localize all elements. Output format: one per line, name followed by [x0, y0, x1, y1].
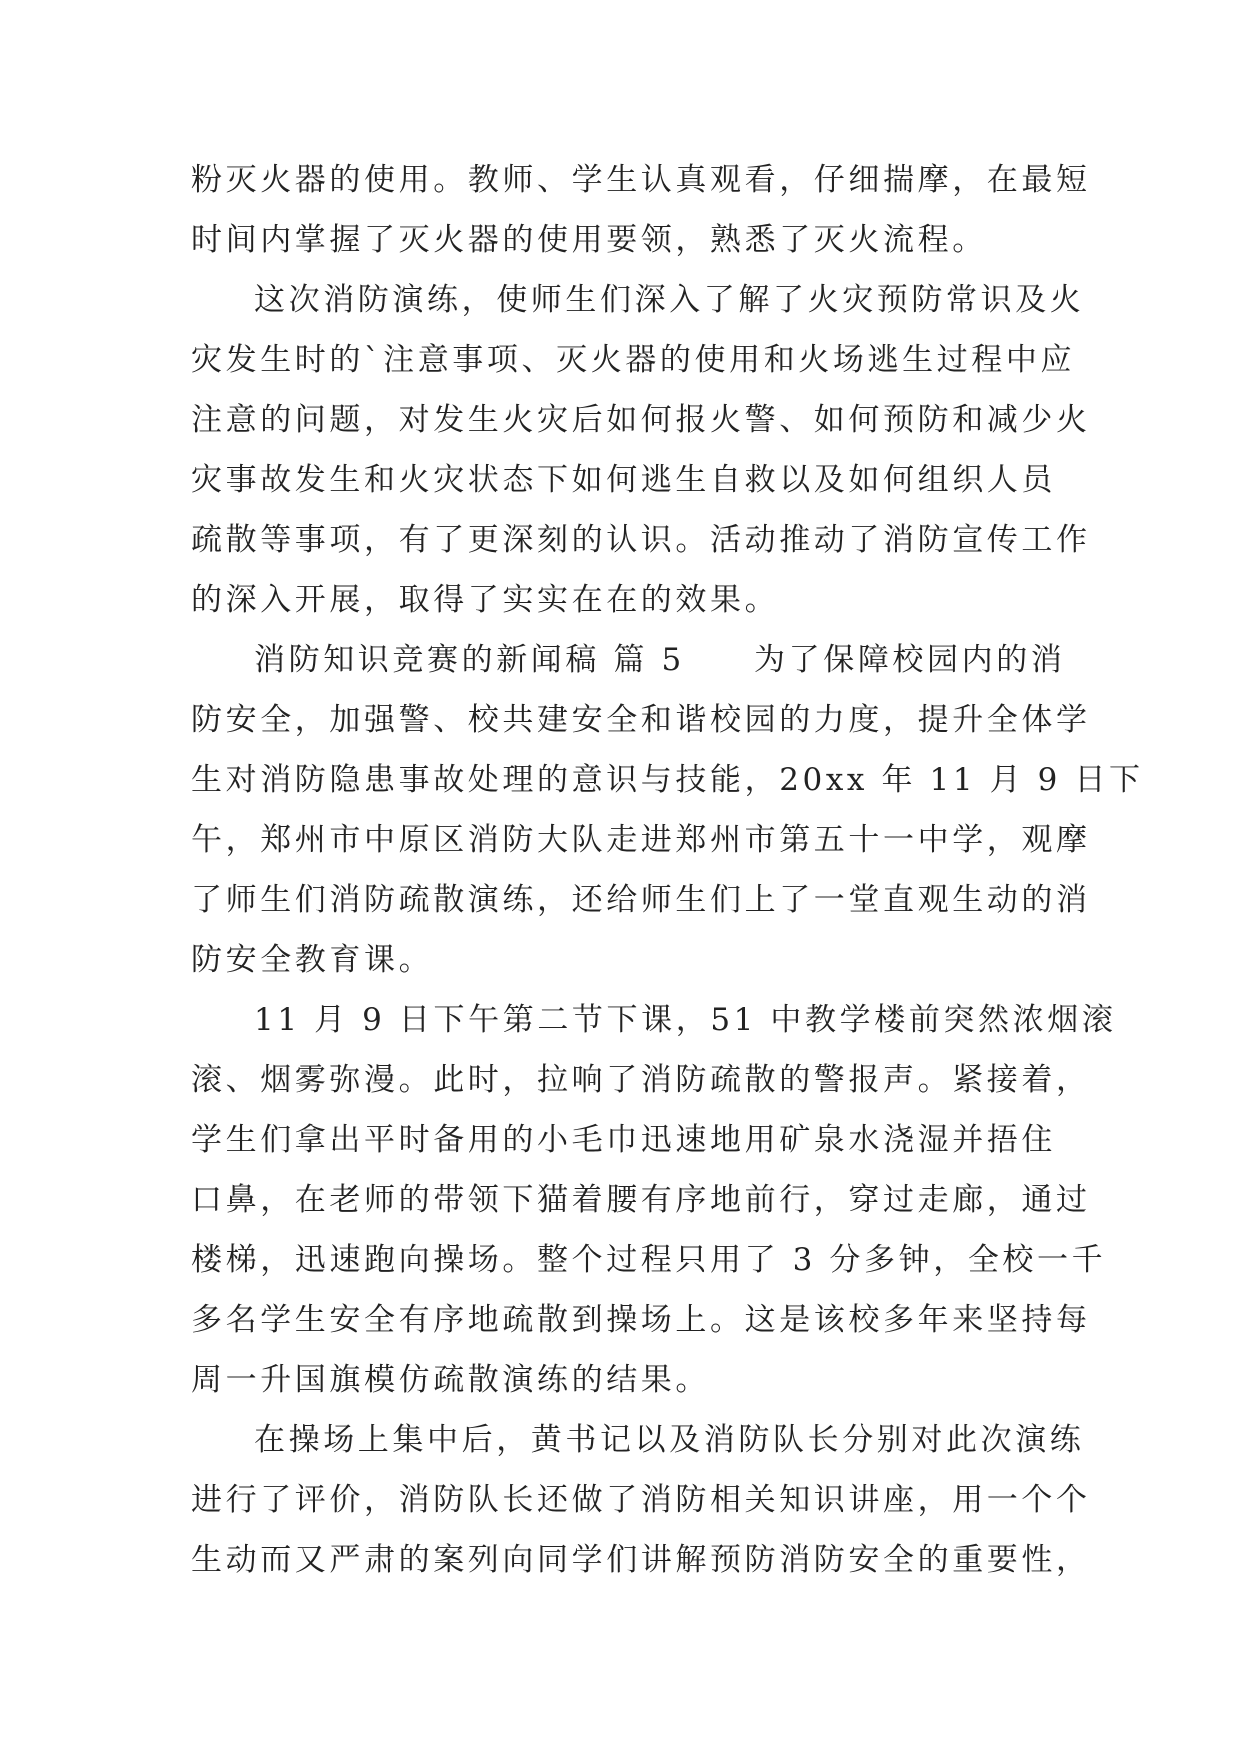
- text-line: 防安全教育课。: [191, 942, 434, 978]
- text-line: 灾发生时的`注意事项、灭火器的使用和火场逃生过程中应: [191, 342, 1076, 378]
- text-line: 楼梯，迅速跑向操场。整个过程只用了 3 分多钟，全校一千: [191, 1242, 1107, 1278]
- text-line: 周一升国旗模仿疏散演练的结果。: [191, 1362, 710, 1398]
- text-line: 进行了评价，消防队长还做了消防相关知识讲座，用一个个: [191, 1482, 1091, 1518]
- text-line: 口鼻，在老师的带领下猫着腰有序地前行，穿过走廊，通过: [191, 1182, 1091, 1218]
- text-line: 防安全，加强警、校共建安全和谐校园的力度，提升全体学: [191, 702, 1091, 738]
- text-line: 的深入开展，取得了实实在在的效果。: [191, 582, 780, 618]
- paragraph-start-line: 这次消防演练，使师生们深入了解了火灾预防常识及火: [254, 282, 1085, 318]
- text-line: 时间内掌握了灭火器的使用要领，熟悉了灭火流程。: [191, 222, 987, 258]
- text-line: 灾事故发生和火灾状态下如何逃生自救以及如何组织人员: [191, 462, 1056, 498]
- text-line: 注意的问题，对发生火灾后如何报火警、如何预防和减少火: [191, 402, 1091, 438]
- text-line: 生对消防隐患事故处理的意识与技能，20xx 年 11 月 9 日下: [191, 762, 1144, 798]
- section-heading-line: 消防知识竞赛的新闻稿 篇 5 为了保障校园内的消: [254, 642, 1066, 678]
- text-line: 生动而又严肃的案列向同学们讲解预防消防安全的重要性，: [191, 1542, 1091, 1578]
- paragraph-start-line: 11 月 9 日下午第二节下课，51 中教学楼前突然浓烟滚: [254, 1002, 1117, 1038]
- text-line: 多名学生安全有序地疏散到操场上。这是该校多年来坚持每: [191, 1302, 1091, 1338]
- text-line: 滚、烟雾弥漫。此时，拉响了消防疏散的警报声。紧接着，: [191, 1062, 1091, 1098]
- text-line: 午，郑州市中原区消防大队走进郑州市第五十一中学，观摩: [191, 822, 1091, 858]
- text-line: 了师生们消防疏散演练，还给师生们上了一堂直观生动的消: [191, 882, 1091, 918]
- text-line: 学生们拿出平时备用的小毛巾迅速地用矿泉水浇湿并捂住: [191, 1122, 1056, 1158]
- paragraph-start-line: 在操场上集中后，黄书记以及消防队长分别对此次演练: [254, 1422, 1085, 1458]
- document-body: [191, 150, 1144, 1590]
- text-line: 粉灭火器的使用。教师、学生认真观看，仔细揣摩，在最短: [191, 162, 1091, 198]
- text-line: 疏散等事项，有了更深刻的认识。活动推动了消防宣传工作: [191, 522, 1091, 558]
